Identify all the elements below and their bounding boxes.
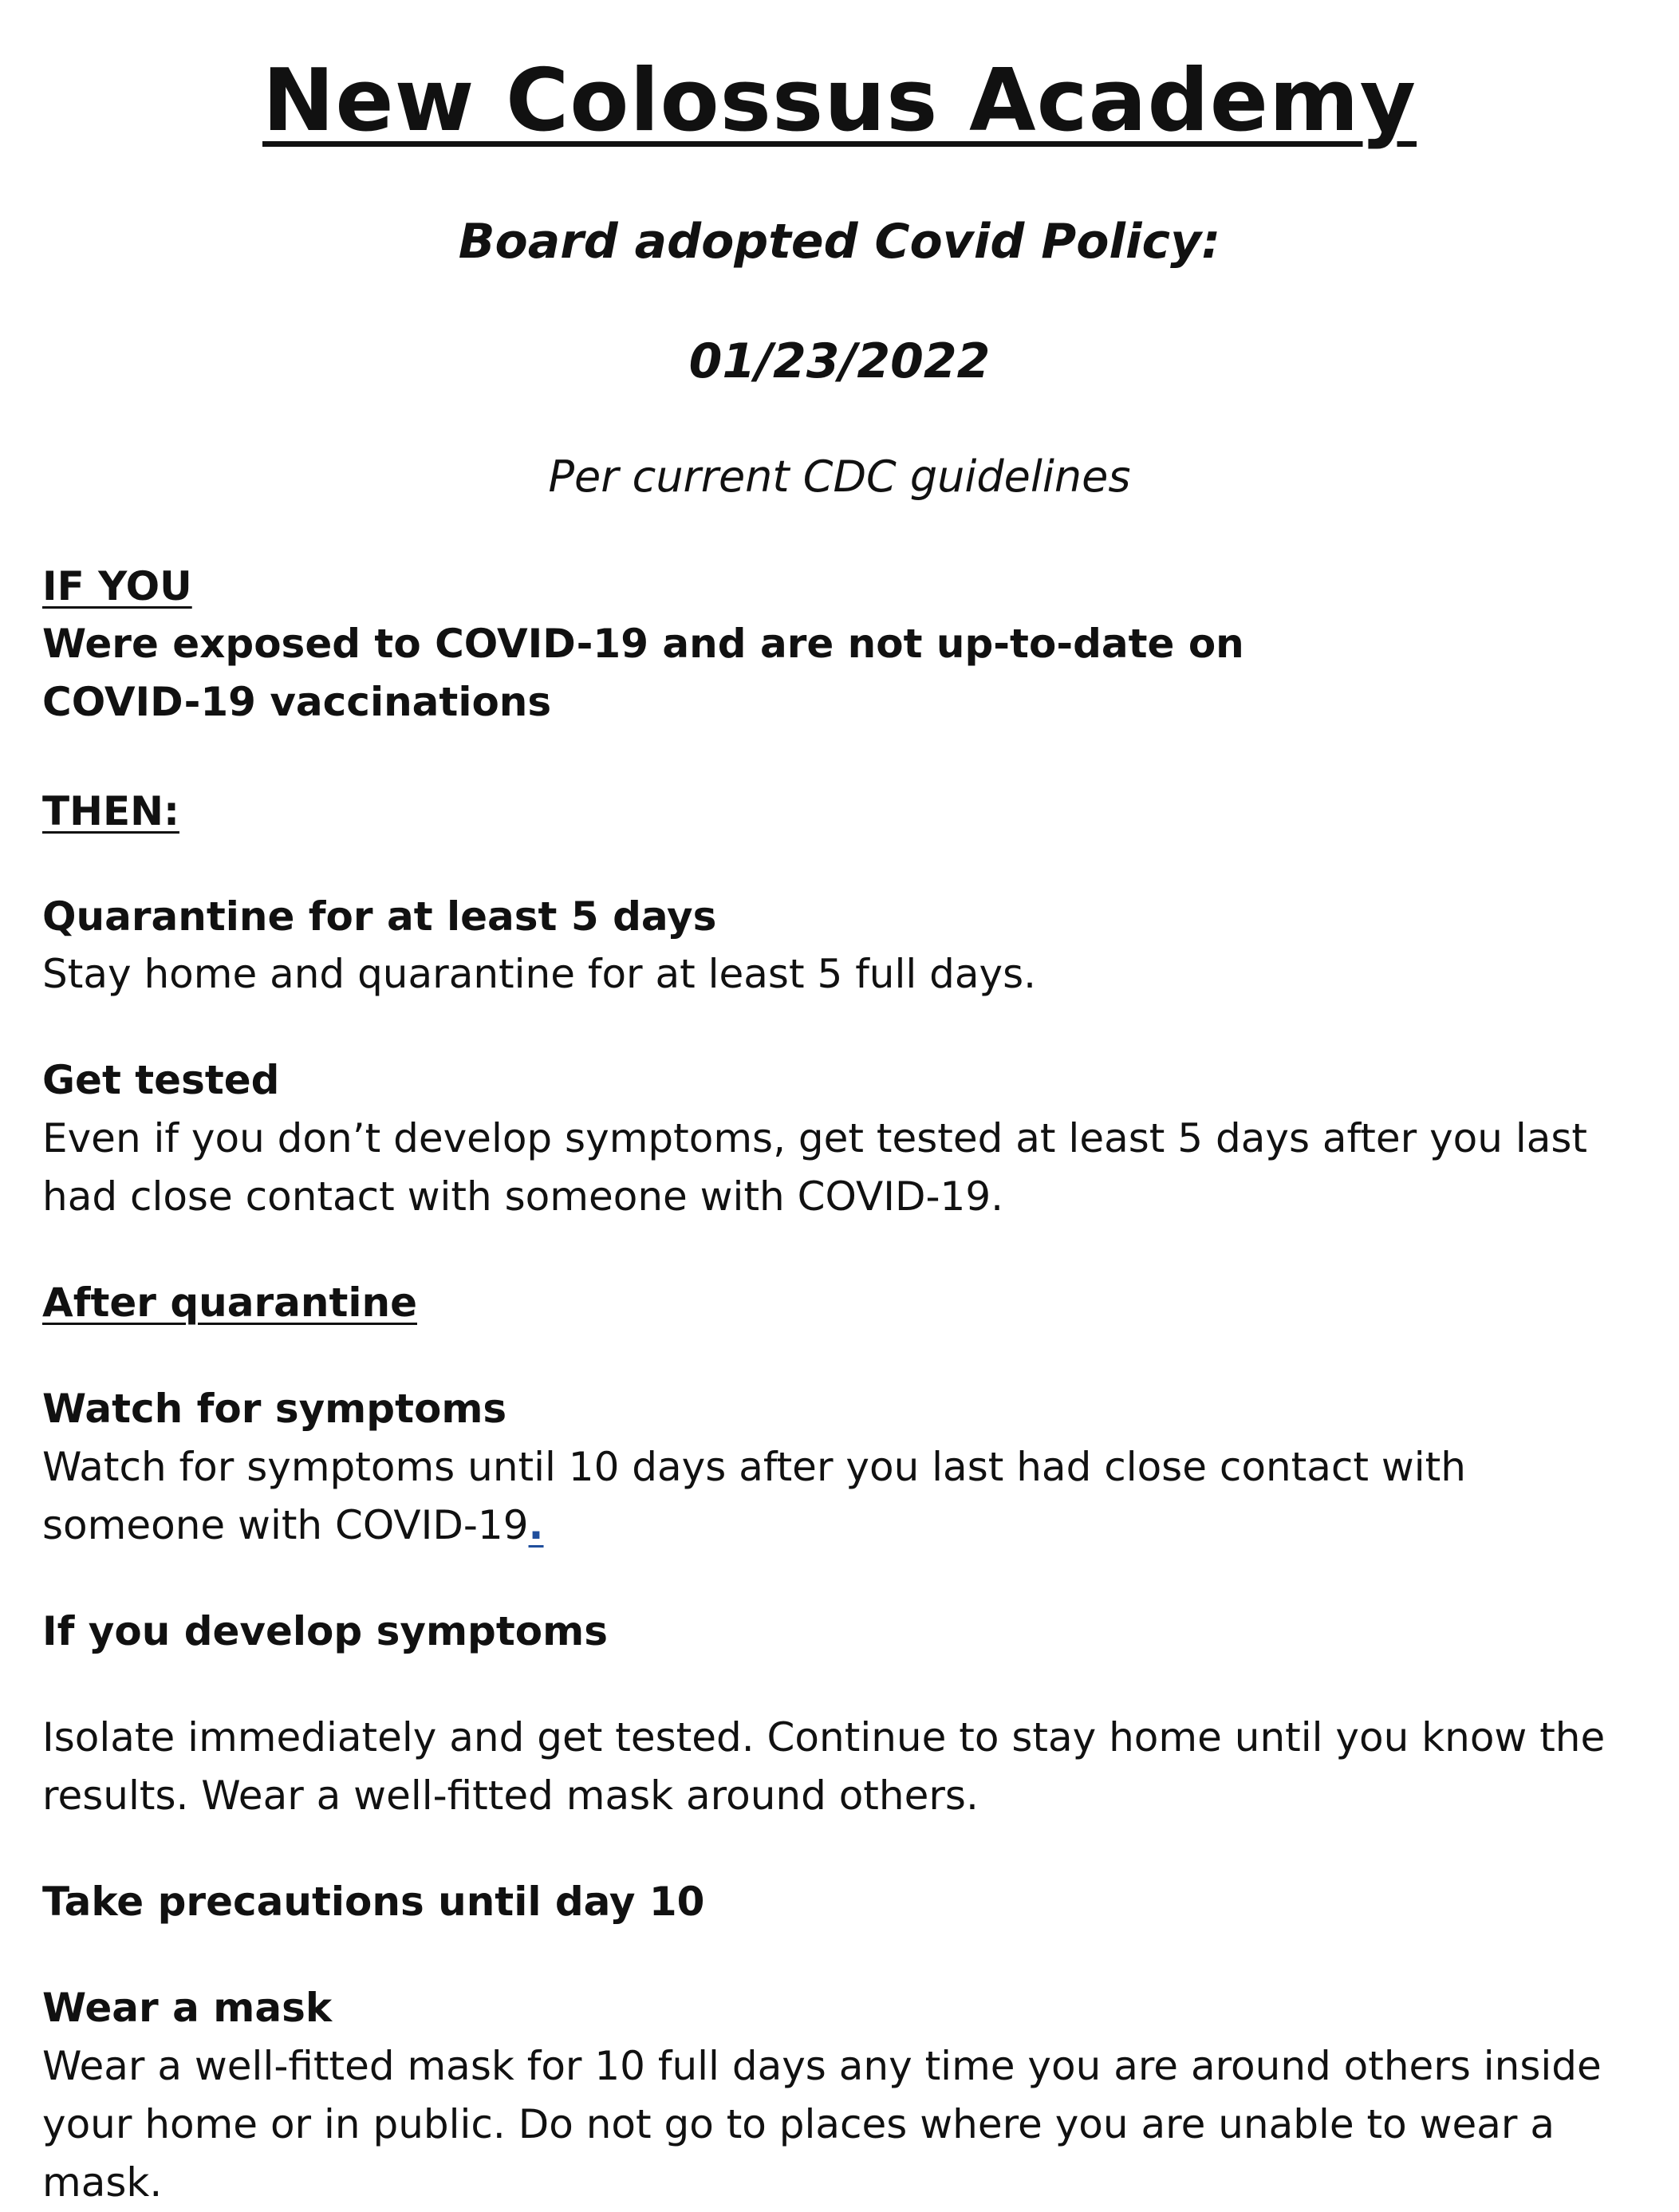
precautions-heading: Take precautions until day 10 [42,1879,705,1925]
quarantine-heading: Quarantine for at least 5 days [42,893,717,940]
policy-date: 01/23/2022 [688,333,991,389]
watch-symptoms-heading: Watch for symptoms [42,1386,507,1432]
then-heading: THEN: [42,788,179,834]
develop-symptoms-heading: If you develop symptoms [42,1608,608,1654]
after-quarantine-heading: After quarantine [42,1279,417,1326]
develop-symptoms-text: Isolate immediately and get tested. Continue to stay home until you know the results. Wear a well-fitted mask around others. [42,1714,1606,1819]
page-title: New Colossus Academy [262,51,1417,151]
quarantine-text: Stay home and quarantine for at least 5 full days. [42,951,1037,997]
get-tested-heading: Get tested [42,1057,280,1103]
policy-subtitle: Board adopted Covid Policy: [458,214,1221,270]
get-tested-text: Even if you don’t develop symptoms, get tested at least 5 days after you last had close contact with someone with COVID-19. [42,1115,1588,1220]
cdc-note: Per current CDC guidelines [548,451,1131,502]
exposure-condition: Were exposed to COVID-19 and are not up-to-date on COVID-19 vaccinations [42,621,1244,725]
wear-mask-text: Wear a well-fitted mask for 10 full days any time you are around others inside your home or in public. Do not go to places where you are unable to wear a mask. [42,2043,1602,2206]
if-you-heading: IF YOU [42,563,192,609]
cdc-link[interactable]: . [528,1502,544,1548]
watch-symptoms-text: Watch for symptoms until 10 days after you last had close contact with someone with COVID-19 [42,1444,1466,1548]
watch-symptoms-paragraph [42,1438,1638,1555]
wear-mask-heading: Wear a mask [42,1985,333,2031]
